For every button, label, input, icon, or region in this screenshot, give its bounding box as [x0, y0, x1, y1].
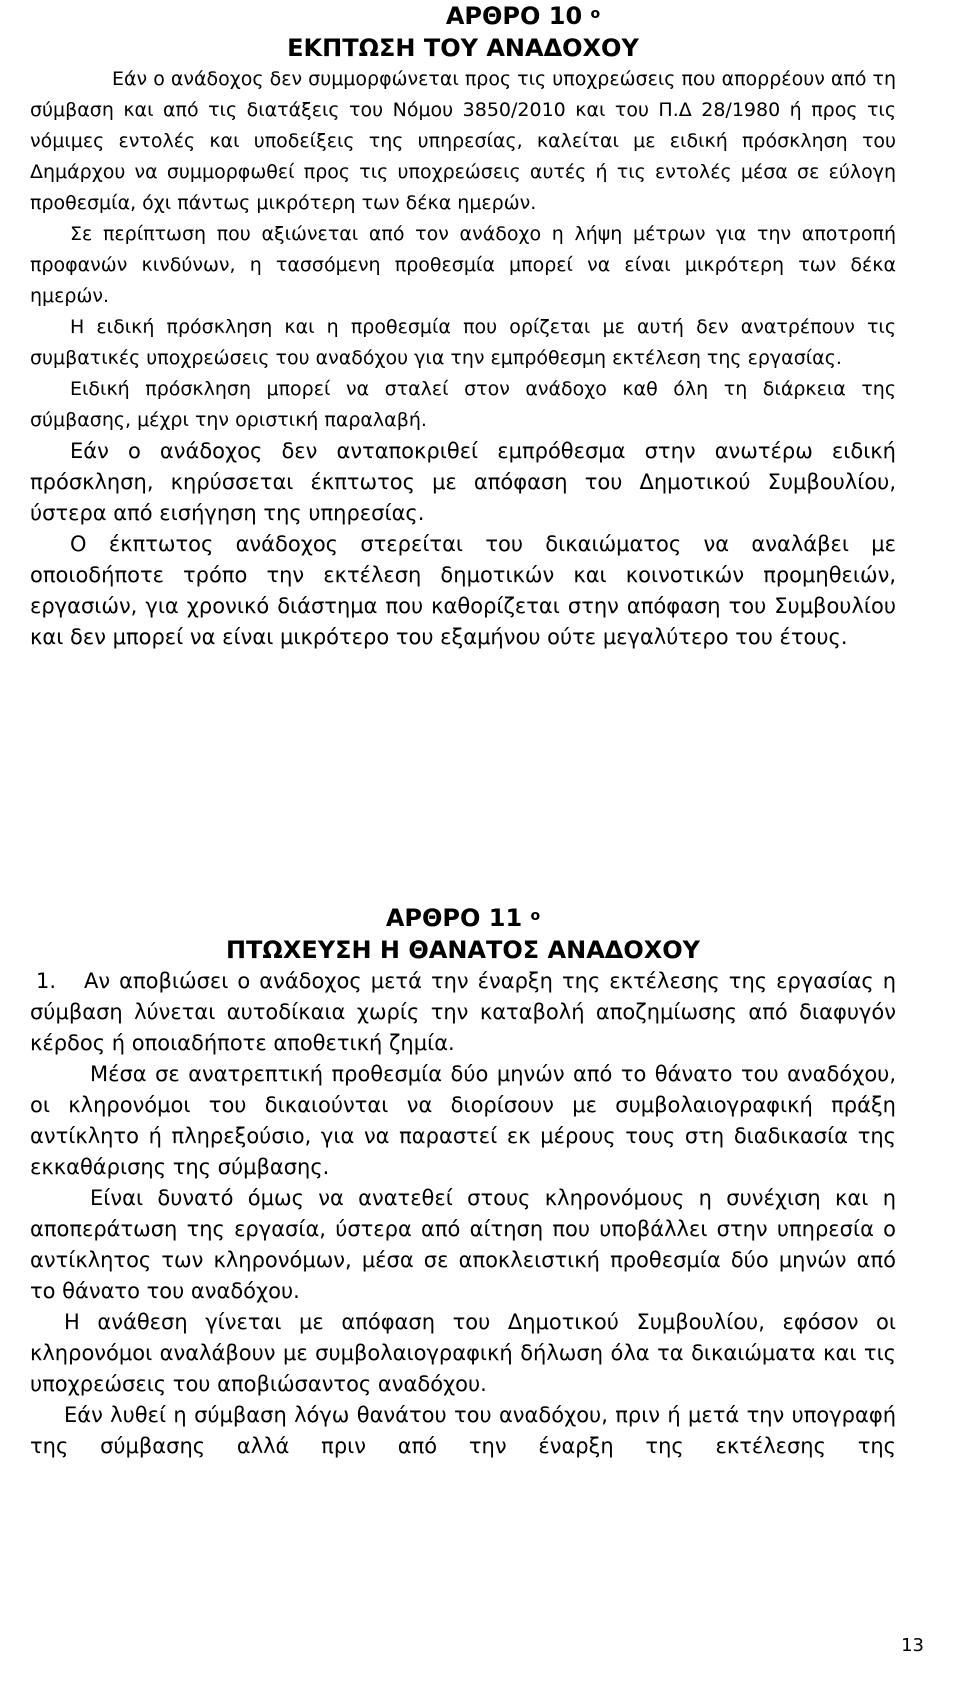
article-10-title-superscript: ο [590, 6, 601, 22]
article-11-subtitle: ΠΤΩΧΕΥΣΗ Η ΘΑΝΑΤΟΣ ΑΝΑΔΟΧΟΥ [225, 936, 701, 964]
article-11-title: ΑΡΘΡΟ 11 $^o$ [385, 904, 541, 932]
article-10-subtitle: ΕΚΠΤΩΣΗ ΤΟΥ ΑΝΑΔΟΧΟΥ [287, 34, 639, 62]
article-10-paragraph-5: Εάν ο ανάδοχος δεν ανταποκριθεί εμπρόθεσμα στην ανωτέρω ειδική πρόσκληση, κηρύσσεται έκπτωτος με απόφαση του Δημοτικού Συμβουλίου, ύστερα από εισήγηση της υπηρεσίας. [30, 439, 896, 525]
article-11-paragraph-5: Εάν λυθεί η σύμβαση λόγω θανάτου του αναδόχου, πριν ή μετά την υπογραφή της σύμβασης αλλά πριν από την έναρξη της εκτέλεσης της [30, 1403, 896, 1458]
article-10-paragraph-3: Η ειδική πρόσκληση και η προθεσμία που ορίζεται με αυτή δεν ανατρέπουν τις συμβατικές υποχρεώσεις του αναδόχου για την εμπρόθεσμη εκτέλεση της εργασίας. [30, 316, 896, 369]
article-10-paragraph-4: Ειδική πρόσκληση μπορεί να σταλεί στον ανάδοχο καθ όλη τη διάρκεια της σύμβασης, μέχρι την οριστική παραλαβή. [30, 378, 896, 431]
article-11-title-superscript: ο [530, 908, 541, 924]
article-11-paragraph-1: 1. Αν αποβιώσει ο ανάδοχος μετά την έναρξη της εκτέλεσης της εργασίας η σύμβαση λύνεται αυτοδίκαια χωρίς την καταβολή αποζημίωσης από διαφυγόν κέρδος ή οποιαδήποτε αποθετική ζημία. [30, 966, 896, 1059]
page-number: 13 [901, 1635, 924, 1656]
article-10-title: ΑΡΘΡΟ 10 $^o$ [445, 2, 601, 30]
article-11-paragraph-4: Η ανάθεση γίνεται με απόφαση του Δημοτικού Συμβουλίου, εφόσον οι κληρονόμοι αναλάβουν με συμβολαιογραφική δήλωση όλα τα δικαιώματα και τις υποχρεώσεις του αποβιώσαντος αναδόχου. [30, 1310, 896, 1396]
article-11-paragraph-3: Είναι δυνατό όμως να ανατεθεί στους κληρονόμους η συνέχιση και η αποπεράτωση της εργασία, ύστερα από αίτηση που υποβάλλει στην υπηρεσία ο αντίκλητος των κληρονόμων, μέσα σε αποκλειστική προθεσμία δύο μηνών από το θάνατο του αναδόχου. [30, 1186, 896, 1303]
article-11-section [30, 902, 896, 1462]
article-11-paragraph-2: Μέσα σε ανατρεπτική προθεσμία δύο μηνών από το θάνατο του αναδόχου, οι κληρονόμοι του δικαιούνται να διορίσουν με συμβολαιογραφική πράξη αντίκλητο ή πληρεξούσιο, για να παραστεί εκ μέρους τους στη διαδικασία της εκκαθάρισης της σύμβασης. [30, 1062, 896, 1179]
article-10-paragraph-2: Σε περίπτωση που αξιώνεται από τον ανάδοχο η λήψη μέτρων για την αποτροπή προφανών κινδύνων, η τασσόμενη προθεσμία μπορεί να είναι μικρότερη των δέκα ημερών. [30, 223, 896, 307]
article-10-paragraph-1: Εάν ο ανάδοχος δεν συμμορφώνεται προς τις υποχρεώσεις που απορρέουν από τη σύμβαση και από τις διατάξεις του Νόμου 3850/2010 και του Π.Δ 28/1980 ή προς τις νόμιμες εντολές και υποδείξεις της υπηρεσίας, καλείται με ειδική πρόσκληση του Δημάρχου να συμμορφωθεί προς τις υποχρεώσεις αυτές ή τις εντολές μέσα σε εύλογη προθεσμία, όχι πάντως μικρότερη των δέκα ημερών. [30, 68, 896, 214]
article-10-paragraph-6: Ο έκπτωτος ανάδοχος στερείται του δικαιώματος να αναλάβει με οποιοδήποτε τρόπο την εκτέλεση δημοτικών και κοινοτικών προμηθειών, εργασιών, για χρονικό διάστημα που καθορίζεται στην απόφαση του Συμβουλίου και δεν μπορεί να είναι μικρότερο του εξαμήνου ούτε μεγαλύτερο του έτους. [30, 532, 896, 649]
article-10-section [30, 0, 896, 653]
article-11-item-number: 1. [36, 969, 57, 993]
